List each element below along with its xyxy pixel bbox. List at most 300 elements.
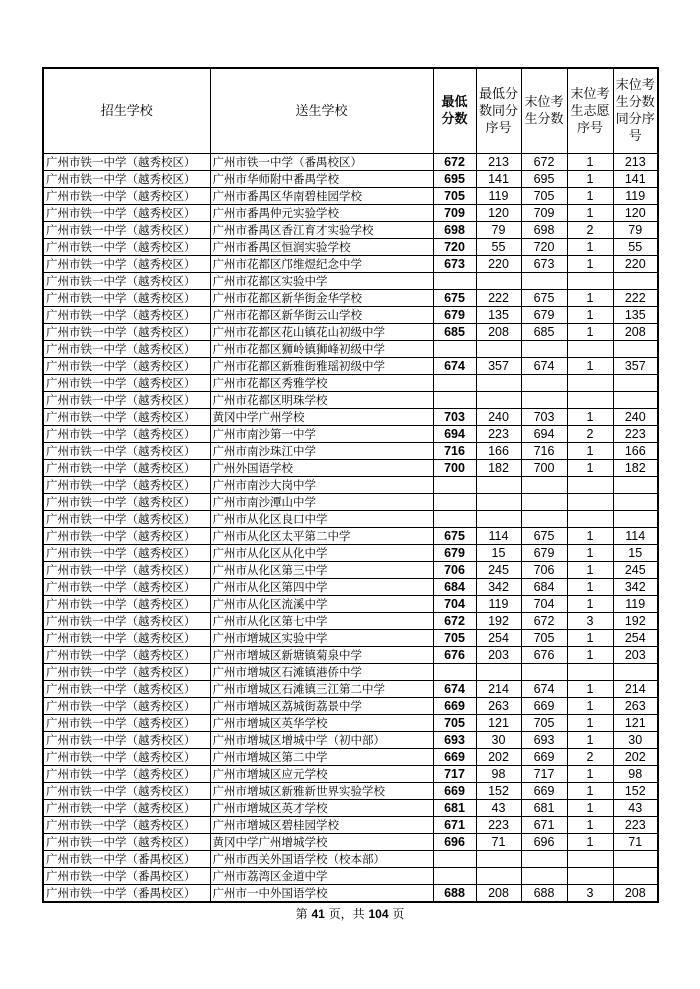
sending-school-cell: 广州市增城区英华学校 [210, 715, 433, 732]
min-score-cell [433, 273, 476, 290]
last-choice-cell: 1 [567, 630, 613, 647]
header-last-choice [567, 68, 613, 154]
enrolling-school-cell: 广州市铁一中学（越秀校区） [43, 800, 210, 817]
last-rank-cell: 342 [613, 579, 658, 596]
last-score-cell: 675 [521, 528, 567, 545]
sending-school-cell: 广州市花都区新华街云山学校 [210, 307, 433, 324]
table-row [43, 392, 658, 409]
min-score-rank-cell: 254 [476, 630, 521, 647]
table-row [43, 868, 658, 885]
last-rank-cell [613, 868, 658, 885]
last-choice-cell: 1 [567, 358, 613, 375]
sending-school-cell: 广州市从化区良口中学 [210, 511, 433, 528]
last-choice-cell: 1 [567, 800, 613, 817]
min-score-rank-cell: 114 [476, 528, 521, 545]
min-score-rank-cell: 55 [476, 239, 521, 256]
last-score-cell: 698 [521, 222, 567, 239]
min-score-rank-cell [476, 341, 521, 358]
last-score-cell: 684 [521, 579, 567, 596]
last-choice-cell: 1 [567, 698, 613, 715]
last-choice-cell: 1 [567, 834, 613, 851]
last-choice-cell: 1 [567, 783, 613, 800]
min-score-cell [433, 511, 476, 528]
last-choice-cell: 1 [567, 256, 613, 273]
last-score-cell: 671 [521, 817, 567, 834]
last-rank-cell: 135 [613, 307, 658, 324]
min-score-cell: 671 [433, 817, 476, 834]
sending-school-cell: 广州市从化区第七中学 [210, 613, 433, 630]
last-choice-cell: 2 [567, 426, 613, 443]
header-min-score-rank [476, 68, 521, 154]
min-score-cell: 679 [433, 545, 476, 562]
table-row [43, 732, 658, 749]
last-rank-cell [613, 511, 658, 528]
last-rank-cell: 30 [613, 732, 658, 749]
enrolling-school-cell: 广州市铁一中学（越秀校区） [43, 732, 210, 749]
last-score-cell: 705 [521, 630, 567, 647]
min-score-rank-cell: 79 [476, 222, 521, 239]
min-score-cell [433, 851, 476, 868]
enrolling-school-cell: 广州市铁一中学（越秀校区） [43, 715, 210, 732]
min-score-rank-cell: 240 [476, 409, 521, 426]
min-score-rank-cell: 245 [476, 562, 521, 579]
last-score-cell: 704 [521, 596, 567, 613]
last-score-cell: 720 [521, 239, 567, 256]
page-footer [0, 905, 700, 922]
last-score-cell: 705 [521, 715, 567, 732]
min-score-cell [433, 494, 476, 511]
enrolling-school-cell: 广州市铁一中学（越秀校区） [43, 171, 210, 188]
enrolling-school-cell: 广州市铁一中学（越秀校区） [43, 783, 210, 800]
last-score-cell: 706 [521, 562, 567, 579]
current-page: 41 [311, 907, 325, 921]
enrolling-school-cell: 广州市铁一中学（越秀校区） [43, 749, 210, 766]
table-row [43, 273, 658, 290]
min-score-cell: 674 [433, 681, 476, 698]
last-rank-cell [613, 664, 658, 681]
table-row [43, 766, 658, 783]
table-row [43, 596, 658, 613]
table-row [43, 817, 658, 834]
enrolling-school-cell: 广州市铁一中学（越秀校区） [43, 681, 210, 698]
last-rank-cell: 43 [613, 800, 658, 817]
last-choice-cell: 1 [567, 205, 613, 222]
sending-school-cell: 广州市从化区太平第二中学 [210, 528, 433, 545]
last-choice-cell: 1 [567, 409, 613, 426]
sending-school-cell: 广州市从化区第四中学 [210, 579, 433, 596]
header-line: 数同分 [478, 103, 518, 119]
table-row [43, 409, 658, 426]
min-score-cell: 695 [433, 171, 476, 188]
min-score-rank-cell: 135 [476, 307, 521, 324]
last-rank-cell: 152 [613, 783, 658, 800]
last-score-cell: 695 [521, 171, 567, 188]
last-rank-cell [613, 375, 658, 392]
enrolling-school-cell: 广州市铁一中学（越秀校区） [43, 222, 210, 239]
enrolling-school-cell: 广州市铁一中学（越秀校区） [43, 613, 210, 630]
header-line: 号 [628, 129, 642, 144]
min-score-cell: 704 [433, 596, 476, 613]
min-score-cell: 705 [433, 188, 476, 205]
sending-school-cell: 广州市从化区从化中学 [210, 545, 433, 562]
last-choice-cell: 1 [567, 171, 613, 188]
header-line: 招生学校 [100, 103, 153, 119]
last-score-cell: 669 [521, 749, 567, 766]
min-score-rank-cell: 203 [476, 647, 521, 664]
enrolling-school-cell: 广州市铁一中学（越秀校区） [43, 647, 210, 664]
enrolling-school-cell: 广州市铁一中学（越秀校区） [43, 358, 210, 375]
sending-school-cell: 广州市增城区荔城街荔景中学 [210, 698, 433, 715]
last-choice-cell: 1 [567, 681, 613, 698]
footer-middle: 页，共 [324, 907, 369, 921]
min-score-rank-cell: 222 [476, 290, 521, 307]
table-row [43, 477, 658, 494]
sending-school-cell: 广州市南沙珠江中学 [210, 443, 433, 460]
min-score-cell: 672 [433, 154, 476, 171]
table-row [43, 664, 658, 681]
last-rank-cell: 254 [613, 630, 658, 647]
sending-school-cell: 广州市番禺区香江育才实验学校 [210, 222, 433, 239]
table-row [43, 426, 658, 443]
sending-school-cell: 广州市增城区应元学校 [210, 766, 433, 783]
header-line: 最低分 [478, 86, 518, 102]
sending-school-cell: 广州市增城区石滩镇三江第二中学 [210, 681, 433, 698]
sending-school-cell: 广州外国语学校 [210, 460, 433, 477]
min-score-rank-cell: 357 [476, 358, 521, 375]
last-choice-cell: 1 [567, 715, 613, 732]
last-choice-cell: 1 [567, 579, 613, 596]
header-min-score-label: 最低分数 [441, 95, 468, 127]
last-score-cell: 696 [521, 834, 567, 851]
last-choice-cell [567, 375, 613, 392]
min-score-cell [433, 868, 476, 885]
sending-school-cell: 广州市番禺区恒润实验学校 [210, 239, 433, 256]
sending-school-cell: 黄冈中学广州学校 [210, 409, 433, 426]
min-score-rank-cell [476, 664, 521, 681]
sending-school-cell: 广州市增城区石滩镇港侨中学 [210, 664, 433, 681]
sending-school-cell: 广州市增城区英才学校 [210, 800, 433, 817]
table-row [43, 698, 658, 715]
sending-school-cell: 黄冈中学广州增城学校 [210, 834, 433, 851]
last-score-cell: 672 [521, 613, 567, 630]
sending-school-cell: 广州市花都区明珠学校 [210, 392, 433, 409]
table-row [43, 256, 658, 273]
last-choice-cell [567, 392, 613, 409]
last-score-cell [521, 273, 567, 290]
enrolling-school-cell: 广州市铁一中学（越秀校区） [43, 392, 210, 409]
enrolling-school-cell: 广州市铁一中学（越秀校区） [43, 477, 210, 494]
enrolling-school-cell: 广州市铁一中学（越秀校区） [43, 494, 210, 511]
last-choice-cell: 1 [567, 154, 613, 171]
min-score-rank-cell: 342 [476, 579, 521, 596]
last-rank-cell [613, 477, 658, 494]
last-score-cell [521, 375, 567, 392]
last-choice-cell [567, 273, 613, 290]
table-row [43, 290, 658, 307]
min-score-cell: 706 [433, 562, 476, 579]
min-score-rank-cell: 119 [476, 188, 521, 205]
last-rank-cell: 240 [613, 409, 658, 426]
last-choice-cell: 1 [567, 239, 613, 256]
last-rank-cell: 222 [613, 290, 658, 307]
table-row [43, 800, 658, 817]
last-rank-cell: 208 [613, 885, 658, 903]
last-score-cell: 717 [521, 766, 567, 783]
min-score-cell: 676 [433, 647, 476, 664]
min-score-cell: 672 [433, 613, 476, 630]
enrolling-school-cell: 广州市铁一中学（越秀校区） [43, 630, 210, 647]
table-row [43, 205, 658, 222]
min-score-rank-cell: 208 [476, 324, 521, 341]
sending-school-cell: 广州市西关外国语学校（校本部） [210, 851, 433, 868]
min-score-rank-cell [476, 511, 521, 528]
last-choice-cell: 2 [567, 749, 613, 766]
last-rank-cell: 202 [613, 749, 658, 766]
table-row [43, 222, 658, 239]
sending-school-cell: 广州市增城区新雅新世界实验学校 [210, 783, 433, 800]
header-line: 生分数 [524, 112, 564, 127]
min-score-cell [433, 375, 476, 392]
min-score-cell: 705 [433, 715, 476, 732]
last-choice-cell: 1 [567, 528, 613, 545]
table-row [43, 851, 658, 868]
last-rank-cell: 55 [613, 239, 658, 256]
min-score-rank-cell [476, 851, 521, 868]
last-choice-cell [567, 511, 613, 528]
last-score-cell: 705 [521, 188, 567, 205]
last-choice-cell: 1 [567, 817, 613, 834]
table-row [43, 681, 658, 698]
sending-school-cell: 广州市从化区流溪中学 [210, 596, 433, 613]
enrolling-school-cell: 广州市铁一中学（越秀校区） [43, 698, 210, 715]
enrolling-school-cell: 广州市铁一中学（越秀校区） [43, 375, 210, 392]
sending-school-cell: 广州市花都区新华街金华学校 [210, 290, 433, 307]
min-score-cell: 669 [433, 698, 476, 715]
enrolling-school-cell: 广州市铁一中学（越秀校区） [43, 596, 210, 613]
enrolling-school-cell: 广州市铁一中学（越秀校区） [43, 290, 210, 307]
last-rank-cell: 208 [613, 324, 658, 341]
table-row [43, 460, 658, 477]
last-choice-cell: 1 [567, 647, 613, 664]
enrolling-school-cell: 广州市铁一中学（越秀校区） [43, 545, 210, 562]
enrolling-school-cell: 广州市铁一中学（越秀校区） [43, 409, 210, 426]
last-score-cell [521, 392, 567, 409]
last-choice-cell [567, 664, 613, 681]
min-score-cell [433, 392, 476, 409]
min-score-rank-cell: 223 [476, 817, 521, 834]
min-score-cell [433, 477, 476, 494]
table-row [43, 562, 658, 579]
enrolling-school-cell: 广州市铁一中学（越秀校区） [43, 460, 210, 477]
min-score-rank-cell: 30 [476, 732, 521, 749]
last-score-cell [521, 341, 567, 358]
last-score-cell: 675 [521, 290, 567, 307]
last-rank-cell [613, 494, 658, 511]
last-score-cell: 685 [521, 324, 567, 341]
last-rank-cell [613, 341, 658, 358]
header-line: 生分数 [615, 95, 655, 110]
table-row [43, 154, 658, 171]
header-last-rank [613, 68, 658, 154]
last-choice-cell: 1 [567, 562, 613, 579]
enrolling-school-cell: 广州市铁一中学（越秀校区） [43, 664, 210, 681]
sending-school-cell: 广州市花都区秀雅学校 [210, 375, 433, 392]
sending-school-cell: 广州市荔湾区金道中学 [210, 868, 433, 885]
last-score-cell: 669 [521, 698, 567, 715]
table-row [43, 171, 658, 188]
min-score-cell: 684 [433, 579, 476, 596]
min-score-rank-cell: 152 [476, 783, 521, 800]
min-score-rank-cell [476, 494, 521, 511]
last-rank-cell: 213 [613, 154, 658, 171]
header-line: 末位考 [524, 95, 564, 110]
min-score-cell: 696 [433, 834, 476, 851]
last-rank-cell: 79 [613, 222, 658, 239]
table-row [43, 307, 658, 324]
enrolling-school-cell: 广州市铁一中学（越秀校区） [43, 307, 210, 324]
last-score-cell [521, 851, 567, 868]
last-score-cell: 679 [521, 545, 567, 562]
last-score-cell: 694 [521, 426, 567, 443]
last-rank-cell: 214 [613, 681, 658, 698]
min-score-cell: 720 [433, 239, 476, 256]
table-row [43, 188, 658, 205]
min-score-cell: 669 [433, 783, 476, 800]
last-score-cell: 716 [521, 443, 567, 460]
enrolling-school-cell: 广州市铁一中学（越秀校区） [43, 154, 210, 171]
min-score-rank-cell [476, 868, 521, 885]
last-rank-cell: 223 [613, 817, 658, 834]
min-score-cell: 716 [433, 443, 476, 460]
header-line: 同分序 [615, 112, 655, 127]
last-choice-cell [567, 477, 613, 494]
last-score-cell [521, 664, 567, 681]
enrolling-school-cell: 广州市铁一中学（越秀校区） [43, 205, 210, 222]
min-score-rank-cell [476, 375, 521, 392]
admission-table [42, 67, 659, 903]
min-score-rank-cell: 15 [476, 545, 521, 562]
sending-school-cell: 广州市增城区实验中学 [210, 630, 433, 647]
sending-school-cell: 广州市从化区第三中学 [210, 562, 433, 579]
last-score-cell: 673 [521, 256, 567, 273]
min-score-cell: 705 [433, 630, 476, 647]
enrolling-school-cell: 广州市铁一中学（越秀校区） [43, 834, 210, 851]
last-choice-cell: 1 [567, 596, 613, 613]
sending-school-cell: 广州市花都区实验中学 [210, 273, 433, 290]
min-score-rank-cell: 166 [476, 443, 521, 460]
table-row [43, 341, 658, 358]
last-score-cell [521, 494, 567, 511]
last-rank-cell [613, 851, 658, 868]
last-score-cell: 681 [521, 800, 567, 817]
enrolling-school-cell: 广州市铁一中学（越秀校区） [43, 324, 210, 341]
enrolling-school-cell: 广州市铁一中学（越秀校区） [43, 341, 210, 358]
sending-school-cell: 广州市华师附中番禺学校 [210, 171, 433, 188]
min-score-rank-cell [476, 392, 521, 409]
min-score-cell: 693 [433, 732, 476, 749]
last-choice-cell: 3 [567, 885, 613, 903]
table-row [43, 885, 658, 903]
last-score-cell: 700 [521, 460, 567, 477]
enrolling-school-cell: 广州市铁一中学（番禺校区） [43, 868, 210, 885]
table-row [43, 545, 658, 562]
last-choice-cell: 1 [567, 460, 613, 477]
table-row [43, 358, 658, 375]
last-choice-cell [567, 494, 613, 511]
last-score-cell: 688 [521, 885, 567, 903]
sending-school-cell: 广州市南沙第一中学 [210, 426, 433, 443]
last-score-cell [521, 868, 567, 885]
table-row [43, 528, 658, 545]
min-score-rank-cell: 98 [476, 766, 521, 783]
min-score-cell: 674 [433, 358, 476, 375]
last-choice-cell: 2 [567, 222, 613, 239]
last-choice-cell: 1 [567, 766, 613, 783]
table-row [43, 647, 658, 664]
header-row [43, 68, 658, 154]
enrolling-school-cell: 广州市铁一中学（越秀校区） [43, 562, 210, 579]
last-rank-cell: 245 [613, 562, 658, 579]
total-pages: 104 [368, 907, 389, 921]
header-line: 序号 [576, 120, 603, 136]
last-rank-cell [613, 273, 658, 290]
sending-school-cell: 广州市一中外国语学校 [210, 885, 433, 903]
sending-school-cell: 广州市番禺仲元实验学校 [210, 205, 433, 222]
min-score-cell: 679 [433, 307, 476, 324]
table-row [43, 494, 658, 511]
last-rank-cell: 166 [613, 443, 658, 460]
min-score-rank-cell: 214 [476, 681, 521, 698]
sending-school-cell: 广州市南沙潭山中学 [210, 494, 433, 511]
last-rank-cell: 182 [613, 460, 658, 477]
last-score-cell: 709 [521, 205, 567, 222]
last-choice-cell: 1 [567, 732, 613, 749]
min-score-cell: 675 [433, 290, 476, 307]
last-score-cell [521, 511, 567, 528]
min-score-rank-cell: 43 [476, 800, 521, 817]
sending-school-cell: 广州市花都区新雅街雅瑶初级中学 [210, 358, 433, 375]
enrolling-school-cell: 广州市铁一中学（越秀校区） [43, 273, 210, 290]
last-rank-cell: 120 [613, 205, 658, 222]
last-rank-cell: 15 [613, 545, 658, 562]
min-score-rank-cell: 121 [476, 715, 521, 732]
last-score-cell [521, 477, 567, 494]
last-choice-cell: 1 [567, 307, 613, 324]
footer-suffix: 页 [388, 907, 405, 921]
last-rank-cell: 357 [613, 358, 658, 375]
enrolling-school-cell: 广州市铁一中学（越秀校区） [43, 579, 210, 596]
enrolling-school-cell: 广州市铁一中学（越秀校区） [43, 426, 210, 443]
min-score-rank-cell: 120 [476, 205, 521, 222]
last-score-cell: 703 [521, 409, 567, 426]
enrolling-school-cell: 广州市铁一中学（越秀校区） [43, 511, 210, 528]
last-choice-cell: 1 [567, 188, 613, 205]
last-choice-cell: 1 [567, 545, 613, 562]
sending-school-cell: 广州市花都区花山镇花山初级中学 [210, 324, 433, 341]
min-score-cell [433, 341, 476, 358]
header-sending-school [210, 68, 433, 154]
table-row [43, 613, 658, 630]
min-score-cell: 675 [433, 528, 476, 545]
table-row [43, 375, 658, 392]
last-score-cell: 674 [521, 358, 567, 375]
min-score-rank-cell: 263 [476, 698, 521, 715]
min-score-rank-cell: 223 [476, 426, 521, 443]
min-score-rank-cell: 192 [476, 613, 521, 630]
enrolling-school-cell: 广州市铁一中学（越秀校区） [43, 443, 210, 460]
enrolling-school-cell: 广州市铁一中学（越秀校区） [43, 256, 210, 273]
last-choice-cell: 3 [567, 613, 613, 630]
